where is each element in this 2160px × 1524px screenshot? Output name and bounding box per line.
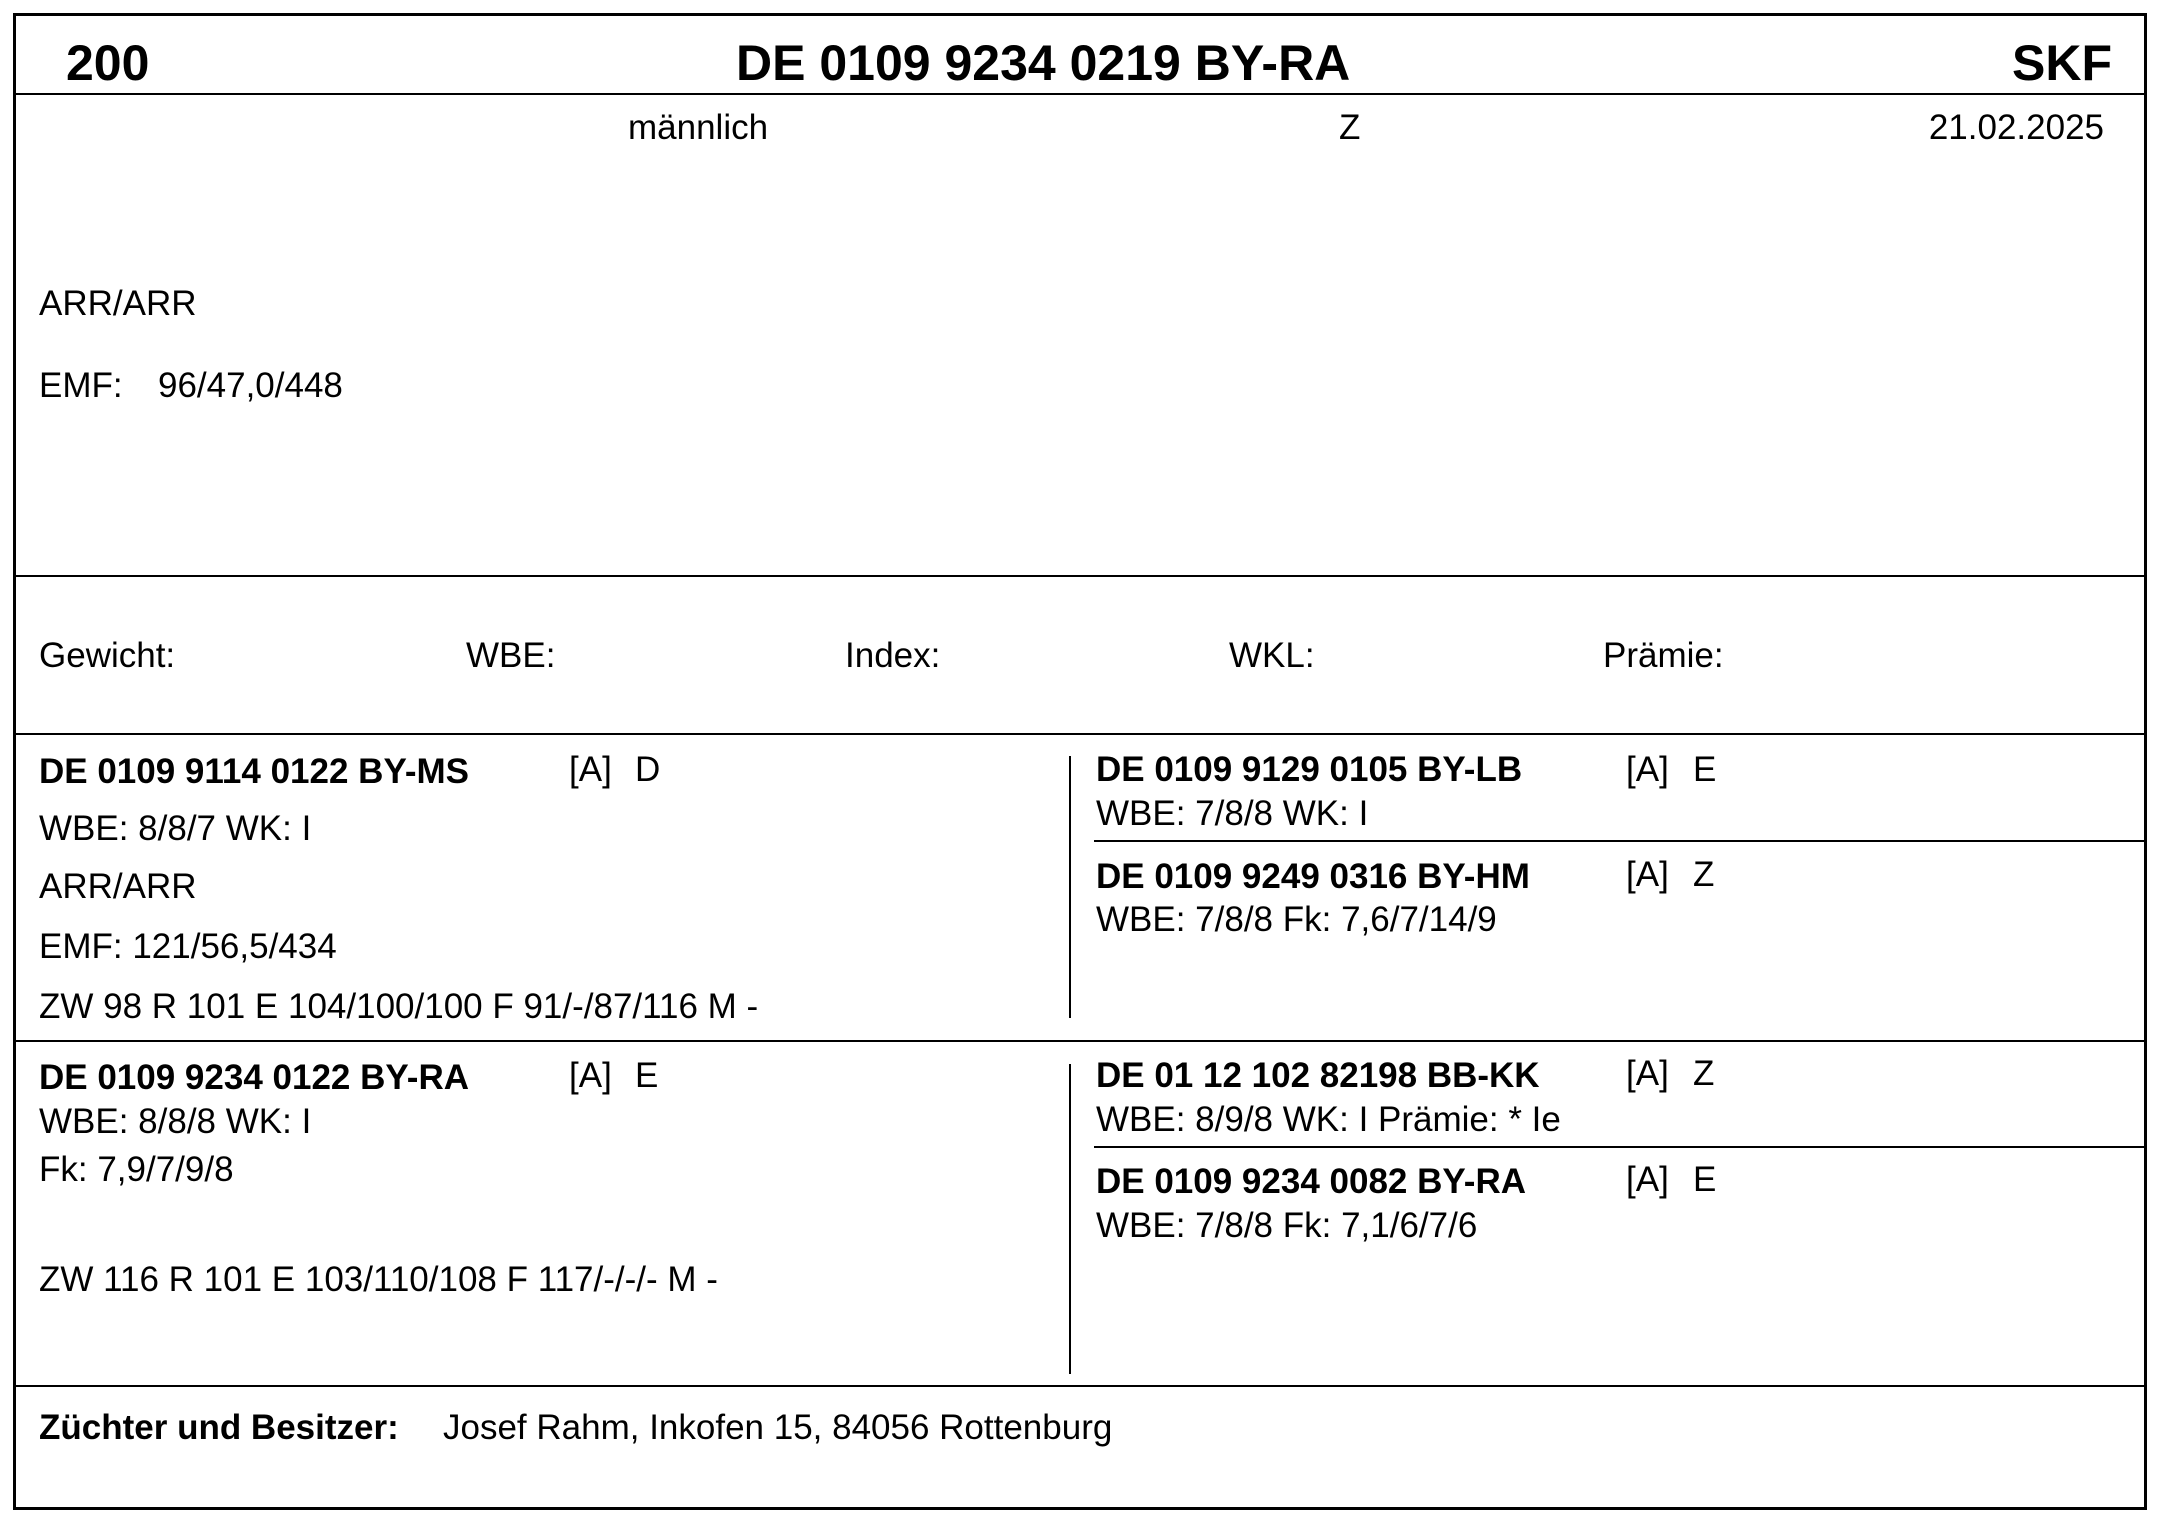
weight-label: Gewicht: [39,636,176,675]
sire-sire-tag: [A] [1626,750,1669,789]
dam-dam-tag: [A] [1626,1160,1669,1199]
sire-grade: D [635,750,661,789]
dam-dam-line: WBE: 7/8/8 Fk: 7,1/6/7/6 [1096,1206,1478,1245]
dam-wbe: WBE: 8/8/8 WK: I [39,1102,312,1141]
info-divider [16,575,2144,577]
date-label: 21.02.2025 [1928,108,2104,147]
pedigree-card [13,13,2147,1510]
sire-emf: EMF: 121/56,5/434 [39,927,337,966]
sire-dam-section-divider [16,1040,2144,1042]
dam-dam-id: DE 0109 9234 0082 BY-RA [1096,1162,1526,1201]
sire-sire-id: DE 0109 9129 0105 BY-LB [1096,750,1523,789]
sire-dam-grade: Z [1693,855,1715,894]
breeder-owner-value: Josef Rahm, Inkofen 15, 84056 Rottenburg [443,1408,1113,1447]
sire-sire-line: WBE: 7/8/8 WK: I [1096,794,1369,833]
sire-parents-divider [1094,840,2144,842]
sire-tag: [A] [569,750,612,789]
wkl-label: WKL: [1229,636,1315,675]
dam-sire-id: DE 01 12 102 82198 BB-KK [1096,1056,1540,1095]
sire-id: DE 0109 9114 0122 BY-MS [39,752,470,791]
sex-label: männlich [628,108,769,147]
genotype-label: ARR/ARR [39,284,197,323]
praemie-label: Prämie: [1603,636,1724,675]
sire-vertical-divider [1069,756,1071,1018]
sire-sire-grade: E [1693,750,1717,789]
dam-tag: [A] [569,1056,612,1095]
dam-fk: Fk: 7,9/7/9/8 [39,1150,234,1189]
dam-dam-grade: E [1693,1160,1717,1199]
catalog-number: 200 [66,35,150,91]
sire-dam-id: DE 0109 9249 0316 BY-HM [1096,857,1530,896]
grade-label: Z [1339,108,1361,147]
emf-label: EMF: [39,366,123,405]
breed-code: SKF [2012,35,2112,91]
dam-sire-line: WBE: 8/9/8 WK: I Prämie: * Ie [1096,1100,1561,1139]
dam-zw: ZW 116 R 101 E 103/110/108 F 117/-/-/- M - [39,1260,718,1299]
dam-vertical-divider [1069,1064,1071,1374]
wbe-label: WBE: [466,636,556,675]
breeder-owner-label: Züchter und Besitzer: [39,1408,399,1447]
dam-sire-tag: [A] [1626,1054,1669,1093]
sire-dam-line: WBE: 7/8/8 Fk: 7,6/7/14/9 [1096,900,1497,939]
animal-id: DE 0109 9234 0219 BY-RA [736,35,1351,91]
dam-parents-divider [1094,1146,2144,1148]
dam-id: DE 0109 9234 0122 BY-RA [39,1058,469,1097]
footer-divider [16,1385,2144,1387]
emf-value: 96/47,0/448 [158,366,343,405]
sire-wbe: WBE: 8/8/7 WK: I [39,809,312,848]
dam-sire-grade: Z [1693,1054,1715,1093]
index-label: Index: [845,636,941,675]
header-divider [16,93,2144,95]
sire-dam-tag: [A] [1626,855,1669,894]
sire-genotype: ARR/ARR [39,867,197,906]
sire-zw: ZW 98 R 101 E 104/100/100 F 91/-/87/116 M - [39,987,759,1026]
metrics-divider [16,733,2144,735]
dam-grade: E [635,1056,659,1095]
